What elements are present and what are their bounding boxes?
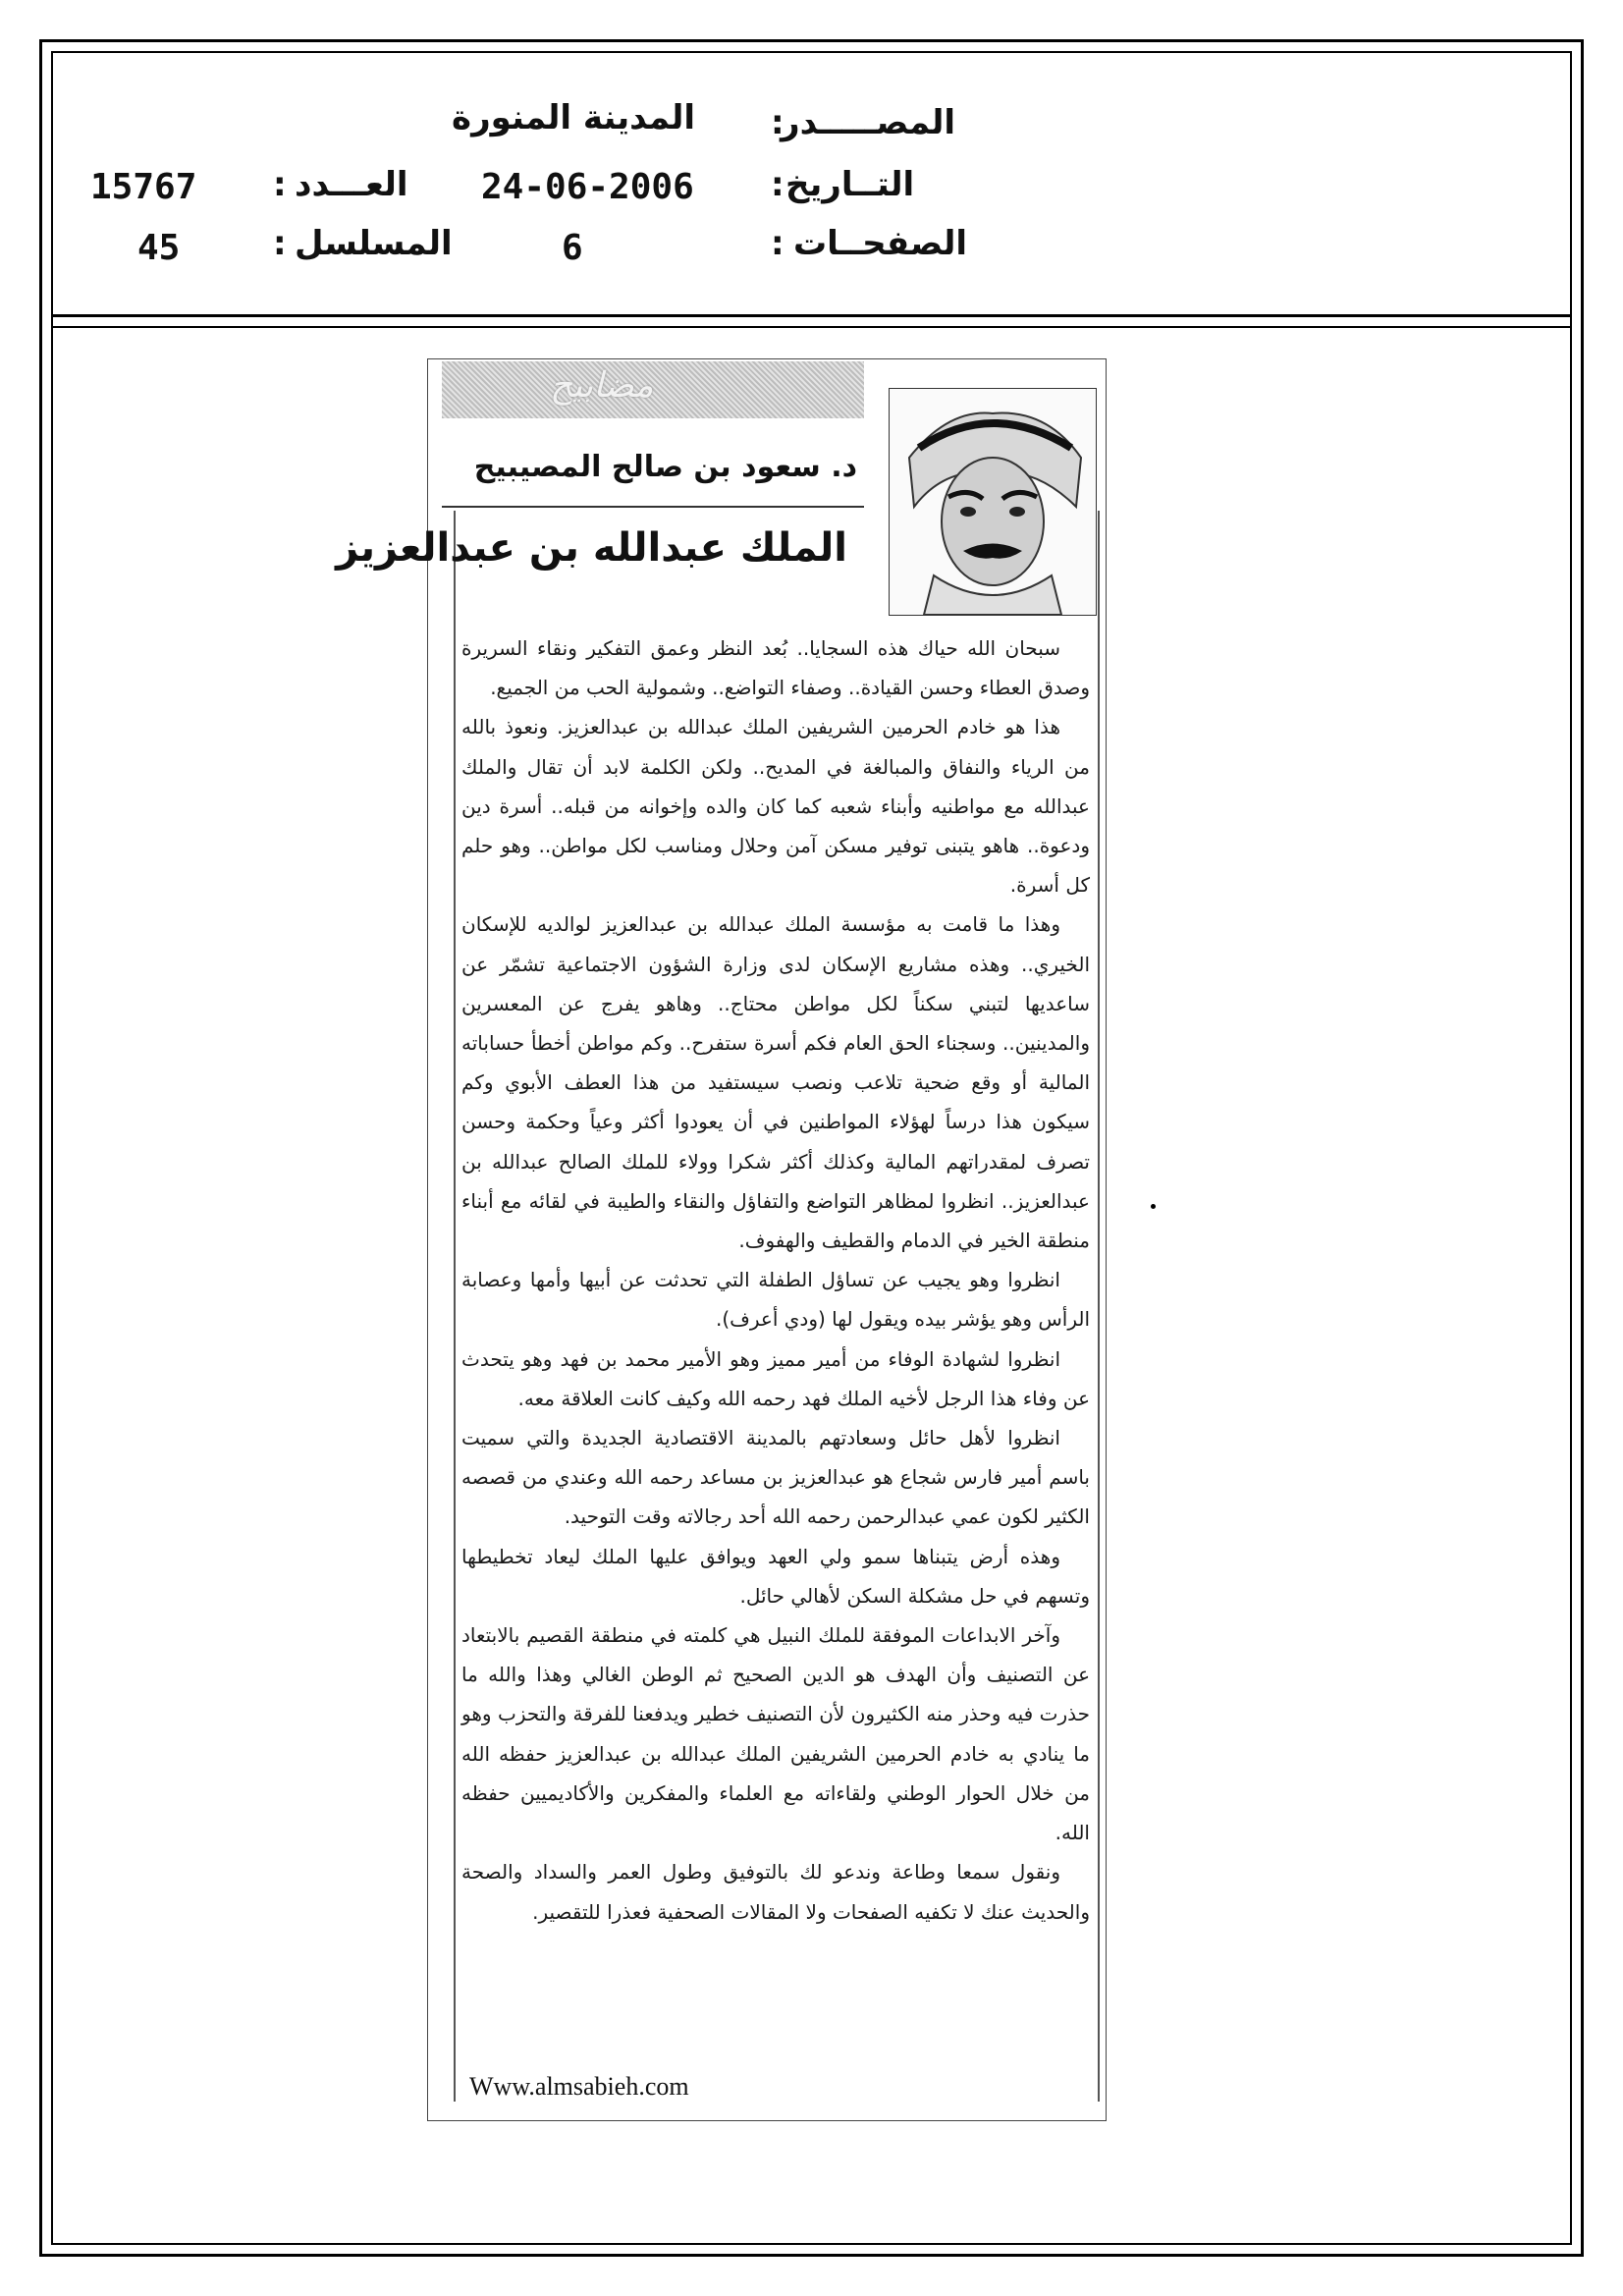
pages-label: الصفحــات [793, 224, 968, 263]
serial-colon: : [273, 224, 287, 263]
article-paragraph-6: انظروا لأهل حائل وسعادتهم بالمدينة الاقتصادية الجديدة والتي سميت باسم أمير فارس شجاع هو عبدالعزيز بن مساعد رحمه الله وعندي من قصصه الكثير لكون عمي عبدالرحمن رحمه الله أحد رجالاته وقت التوحيد. [461, 1426, 1090, 1529]
author-photo [889, 388, 1097, 616]
date-label: التــاريخ [785, 165, 915, 204]
date-value: 24-06-2006 [481, 167, 694, 207]
article-paragraph-5: انظروا لشهادة الوفاء من أمير مميز وهو الأمير محمد بن فهد وهو يتحدث عن وفاء هذا الرجل لأخيه الملك فهد رحمه الله وكيف كانت العلاقة معه. [461, 1346, 1090, 1410]
author-divider [442, 506, 864, 508]
article-paragraph-3: وهذا ما قامت به مؤسسة الملك عبدالله بن عبدالعزيز لوالديه للإسكان الخيري.. وهذه مشاريع الإسكان لدى وزارة الشؤون الاجتماعية تشمّر عن ساعديها لتبني سكناً لكل مواطن محتاج.. وهاهو يفرج عن المعسرين والمدينين.. وسجناء الحق العام فكم أسرة ستفرح.. وكم مواطن أخطأ حساباته المالية أو وقع ضحية تلاعب ونصب سيستفيد من هذا العطف الأبوي وكم سيكون هذا درساً لهؤلاء المواطنين في أن يعودوا أكثر وعياً وحكمة وحسن تصرف لمقدراتهم المالية وكذلك أكثر شكرا وولاء للملك الصالح عبدالله بن عبدالعزيز.. انظروا لمظاهر التواضع والتفاؤل والنقاء والطيبة في لقائه مع أبناء منطقة الخير في الدمام والقطيف والهفوف. [461, 912, 1090, 1253]
author-name: د. سعود بن صالح المصيبيح [473, 450, 857, 484]
article-paragraph-2: هذا هو خادم الحرمين الشريفين الملك عبدالله بن عبدالعزيز. ونعوذ بالله من الرياء والنفاق والمبالغة في المديح.. ولكن الكلمة لابد أن تقال والملك عبدالله مع مواطنيه وأبناء شعبه كما كان والده وإخوانه من قبله.. أسرة دين ودعوة.. هاهو يتبنى توفير مسكن آمن وحلال ومناسب لكل مواطن.. وهو حلم كل أسرة. [461, 715, 1090, 898]
header-divider [51, 314, 1572, 317]
serial-label: المسلسل [295, 224, 453, 263]
article-body [461, 629, 1090, 1932]
serial-value: 45 [137, 228, 181, 268]
pages-value: 6 [562, 228, 583, 268]
issue-label: العـــدد [295, 165, 408, 204]
article-paragraph-9: ونقول سمعا وطاعة وندعو لك بالتوفيق وطول العمر والسداد والصحة والحديث عنك لا تكفيه الصفحات ولا المقالات الصحفية فعذرا للتقصير. [461, 1860, 1090, 1924]
source-colon: : [771, 103, 784, 142]
article-paragraph-1: سبحان الله حياك هذه السجايا.. بُعد النظر وعمق التفكير ونقاء السريرة وصدق العطاء وحسن القيادة.. وصفاء التواضع.. وشمولية الحب من الجميع. [461, 636, 1090, 700]
scan-speck [1151, 1204, 1156, 1209]
source-label: المصـــــدر [781, 103, 956, 142]
article-paragraph-4: انظروا وهو يجيب عن تساؤل الطفلة التي تحدثت عن أبيها وأمها وعصابة الرأس وهو يؤشر بيده ويقول لها (ودي أعرف). [461, 1268, 1090, 1332]
author-portrait-icon [890, 389, 1096, 615]
column-banner-title: مضابيح [550, 365, 654, 406]
article-paragraph-7: وهذه أرض يتبناها سمو ولي العهد ويوافق عليها الملك ليعاد تخطيطها وتسهم في حل مشكلة السكن لأهالي حائل. [461, 1544, 1090, 1608]
article-paragraph-8: وآخر الابداعات الموفقة للملك النبيل هي كلمته في منطقة القصيم بالابتعاد عن التصنيف وأن الهدف هو الدين الصحيح ثم الوطن الغالي وهذا والله ما حذرت فيه وحذر منه الكثيرون لأن التصنيف خطير ويدفعنا للفرقة والتحزب وهو ما ينادي به خادم الحرمين الشريفين الملك عبدالله بن عبدالعزيز حفظه الله من خلال الحوار الوطني ولقاءاته مع العلماء والمفكرين والأكاديميين حفظه الله. [461, 1623, 1090, 1845]
column-rule-right [1098, 511, 1100, 2102]
header-divider-inner [51, 326, 1572, 328]
date-colon: : [771, 165, 784, 204]
article-title: الملك عبدالله بن عبدالعزيز [336, 525, 847, 571]
author-website: Www.almsabieh.com [469, 2072, 689, 2101]
pages-colon: : [771, 224, 784, 263]
column-rule-left [454, 511, 456, 2102]
issue-value: 15767 [90, 167, 197, 207]
issue-colon: : [273, 165, 287, 204]
source-value: المدينة المنورة [452, 98, 696, 137]
